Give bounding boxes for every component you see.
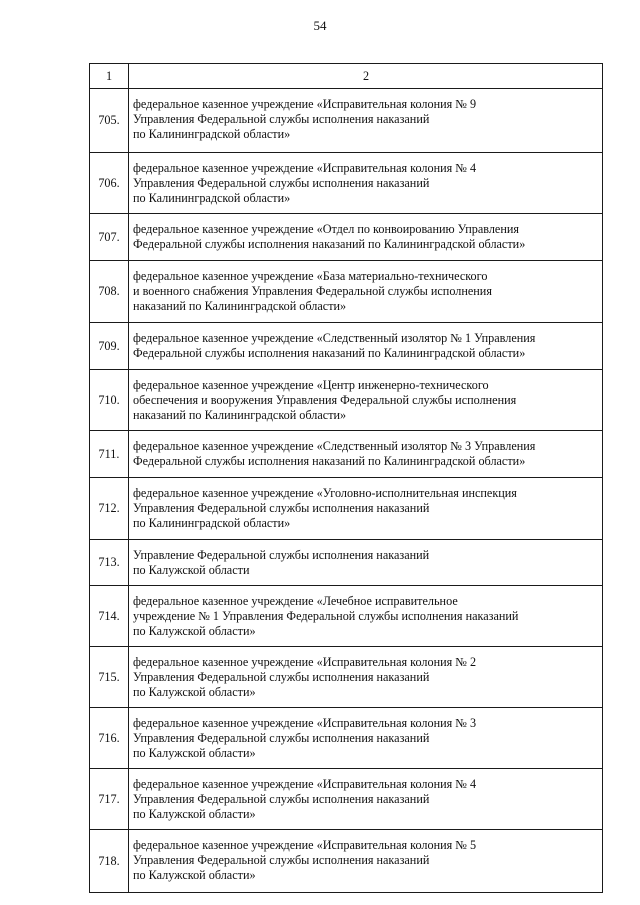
table-row [90, 89, 603, 153]
row-number: 709. [90, 323, 129, 370]
row-number: 706. [90, 153, 129, 214]
table-row [90, 708, 603, 769]
institution-name-line: федеральное казенное учреждение «База материально-технического [133, 269, 488, 283]
table-row [90, 153, 603, 214]
institution-name-line: Федеральной службы исполнения наказаний по Калининградской области» [133, 454, 526, 468]
institution-name-line: федеральное казенное учреждение «Центр инженерно-технического [133, 378, 489, 392]
institution-name-line: федеральное казенное учреждение «Исправительная колония № 2 [133, 655, 477, 669]
table-row [90, 830, 603, 893]
institution-name [129, 89, 603, 153]
institution-name-line: учреждение № 1 Управления Федеральной службы исполнения наказаний [133, 609, 519, 623]
institution-name-line: федеральное казенное учреждение «Исправительная колония № 5 [133, 838, 477, 852]
row-number: 716. [90, 708, 129, 769]
institution-name-line: по Калужской области [133, 563, 250, 577]
institution-name-line: Управления Федеральной службы исполнения наказаний [133, 731, 430, 745]
institution-name-line: по Калужской области» [133, 685, 256, 699]
institution-name-line: Управления Федеральной службы исполнения наказаний [133, 176, 430, 190]
institution-name-line: наказаний по Калининградской области» [133, 299, 347, 313]
institution-name [129, 370, 603, 431]
row-number: 717. [90, 769, 129, 830]
institution-name-line: Управления Федеральной службы исполнения наказаний [133, 112, 430, 126]
institution-name [129, 261, 603, 323]
institution-name [129, 647, 603, 708]
institution-name-line: Управления Федеральной службы исполнения наказаний [133, 853, 430, 867]
institution-name [129, 431, 603, 478]
institution-name-line: по Калужской области» [133, 746, 256, 760]
institution-name-line: Федеральной службы исполнения наказаний по Калининградской области» [133, 237, 526, 251]
institution-name-line: обеспечения и вооружения Управления Федеральной службы исполнения [133, 393, 517, 407]
registry-table-body [90, 64, 603, 893]
institution-name-line: Управления Федеральной службы исполнения наказаний [133, 501, 430, 515]
row-number: 711. [90, 431, 129, 478]
institution-name-line: Управление Федеральной службы исполнения наказаний [133, 548, 430, 562]
institution-name [129, 708, 603, 769]
row-number: 707. [90, 214, 129, 261]
institution-name-line: федеральное казенное учреждение «Исправительная колония № 3 [133, 716, 477, 730]
row-number: 715. [90, 647, 129, 708]
institution-name [129, 478, 603, 540]
institution-name [129, 153, 603, 214]
institution-name-line: по Калининградской области» [133, 127, 291, 141]
row-number: 705. [90, 89, 129, 153]
institution-name-line: федеральное казенное учреждение «Отдел по конвоированию Управления [133, 222, 519, 236]
institution-name-line: федеральное казенное учреждение «Исправительная колония № 4 [133, 777, 477, 791]
row-number: 708. [90, 261, 129, 323]
table-row [90, 323, 603, 370]
institution-name-line: и военного снабжения Управления Федеральной службы исполнения [133, 284, 492, 298]
institution-name-line: по Калужской области» [133, 624, 256, 638]
row-number: 710. [90, 370, 129, 431]
institution-name-line: федеральное казенное учреждение «Исправительная колония № 4 [133, 161, 477, 175]
table-row [90, 214, 603, 261]
institution-name-line: федеральное казенное учреждение «Исправительная колония № 9 [133, 97, 477, 111]
institution-name [129, 214, 603, 261]
institution-name-line: федеральное казенное учреждение «Следственный изолятор № 3 Управления [133, 439, 536, 453]
institution-name-line: по Калужской области» [133, 868, 256, 882]
institution-name-line: федеральное казенное учреждение «Лечебное исправительное [133, 594, 458, 608]
registry-table [89, 63, 603, 893]
institution-name [129, 769, 603, 830]
institution-name [129, 323, 603, 370]
row-number: 718. [90, 830, 129, 893]
table-header-row [90, 64, 603, 89]
row-number: 712. [90, 478, 129, 540]
institution-name-line: Управления Федеральной службы исполнения наказаний [133, 792, 430, 806]
page-number: 54 [313, 18, 327, 33]
column-header-name: 2 [129, 64, 603, 89]
institution-name-line: федеральное казенное учреждение «Следственный изолятор № 1 Управления [133, 331, 536, 345]
institution-name-line: Управления Федеральной службы исполнения наказаний [133, 670, 430, 684]
institution-name-line: по Калининградской области» [133, 516, 291, 530]
institution-name-line: Федеральной службы исполнения наказаний по Калининградской области» [133, 346, 526, 360]
table-row [90, 586, 603, 647]
institution-name-line: по Калужской области» [133, 807, 256, 821]
institution-name [129, 830, 603, 893]
institution-name-line: наказаний по Калининградской области» [133, 408, 347, 422]
row-number: 714. [90, 586, 129, 647]
table-row [90, 261, 603, 323]
row-number: 713. [90, 540, 129, 586]
column-header-number: 1 [90, 64, 129, 89]
table-row [90, 431, 603, 478]
table-row [90, 478, 603, 540]
institution-name-line: федеральное казенное учреждение «Уголовно-исполнительная инспекция [133, 486, 517, 500]
institution-name-line: по Калининградской области» [133, 191, 291, 205]
table-row [90, 370, 603, 431]
institution-name [129, 586, 603, 647]
table-row [90, 647, 603, 708]
institution-name [129, 540, 603, 586]
table-row [90, 540, 603, 586]
table-row [90, 769, 603, 830]
